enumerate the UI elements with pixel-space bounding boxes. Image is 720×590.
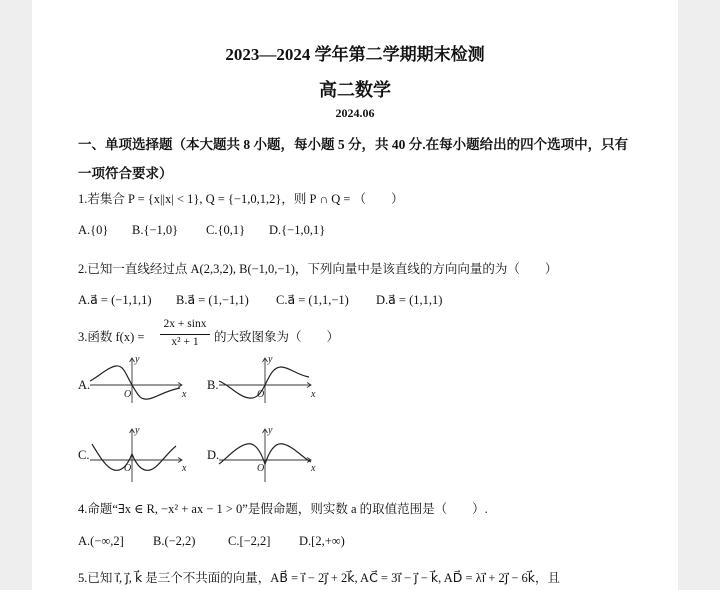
question-2-option-b: B.a⃗ = (1,−1,1): [176, 293, 249, 307]
graph-d-x-label: x: [311, 463, 316, 474]
question-2-option-c: C.a⃗ = (1,1,−1): [276, 293, 349, 307]
question-4-option-b: B.(−2,2): [153, 534, 196, 548]
question-3-prefix: 3.函数 f(x) =: [78, 330, 145, 344]
graph-a: [88, 353, 188, 405]
graph-c-curve: [92, 444, 176, 470]
question-1-option-a: A.{0}: [78, 223, 109, 237]
exam-date: 2024.06: [335, 106, 375, 120]
graph-c-origin: O: [124, 463, 132, 474]
question-4-option-d: D.[2,+∞): [299, 534, 345, 548]
graph-a-curve: [90, 366, 180, 399]
section-heading-line-2: 一项符合要求）: [78, 166, 173, 181]
graph-a-x-label: x: [182, 389, 187, 400]
question-5-stem: 5.已知 i⃗, j⃗, k⃗ 是三个不共面的向量，AB⃗ = i⃗ − 2j⃗ + 2k⃗, AC⃗ = 3i⃗ − j⃗ − k⃗, AD⃗ = λi⃗ + 2j⃗ − 6k⃗，且: [78, 571, 561, 585]
question-3-suffix: 的大致图象为（ ）: [214, 330, 340, 344]
graph-c-x-label: x: [182, 463, 187, 474]
question-1-option-d: D.{−1,0,1}: [269, 223, 326, 237]
question-4-stem: 4.命题“∃x ∈ R, −x² + ax − 1 > 0”是假命题，则实数 a 的取值范围是（ ）.: [78, 502, 488, 516]
question-2-option-a: A.a⃗ = (−1,1,1): [78, 293, 152, 307]
graph-c-label: C.: [78, 448, 90, 462]
question-4-option-a: A.(−∞,2]: [78, 534, 124, 548]
graph-a-origin: O: [124, 389, 132, 400]
graph-d-origin: O: [257, 463, 265, 474]
graph-b-x-label: x: [311, 389, 316, 400]
question-4-option-c: C.[−2,2]: [228, 534, 271, 548]
graph-b: [217, 353, 317, 405]
question-1-stem: 1.若集合 P = {x||x| < 1}, Q = {−1,0,1,2}，则 P ∩ Q = （ ）: [78, 192, 404, 206]
viewer-right-margin: [678, 0, 720, 590]
graph-b-y-label: y: [268, 354, 273, 365]
graph-d: [217, 424, 317, 484]
graph-a-y-label: y: [135, 354, 140, 365]
graph-a-label: A.: [78, 378, 91, 392]
section-heading-line-1: 一、单项选择题（本大题共 8 小题，每小题 5 分，共 40 分.在每小题给出的四个选项中，只有: [78, 137, 629, 152]
graph-b-label: B.: [207, 378, 219, 392]
document-page: [32, 0, 678, 590]
viewer-left-margin: [0, 0, 32, 590]
graph-c: [88, 424, 188, 484]
graph-d-label: D.: [207, 448, 220, 462]
question-3-fraction-denominator: x² + 1: [171, 336, 199, 348]
question-1-option-c: C.{0,1}: [206, 223, 246, 237]
question-1-option-b: B.{−1,0}: [132, 223, 179, 237]
graph-b-origin: O: [257, 389, 265, 400]
question-3-fraction-bar: [160, 334, 210, 335]
question-3-fraction-numerator: 2x + sinx: [163, 318, 207, 330]
exam-subject: 高二数学: [319, 80, 391, 100]
question-2-option-d: D.a⃗ = (1,1,1): [376, 293, 443, 307]
graph-d-y-label: y: [268, 425, 273, 436]
question-2-stem: 2.已知一直线经过点 A(2,3,2), B(−1,0,−1)，下列向量中是该直线的方向向量的为（ ）: [78, 262, 558, 276]
graph-c-y-label: y: [135, 425, 140, 436]
exam-title: 2023—2024 学年第二学期期末检测: [225, 45, 485, 64]
